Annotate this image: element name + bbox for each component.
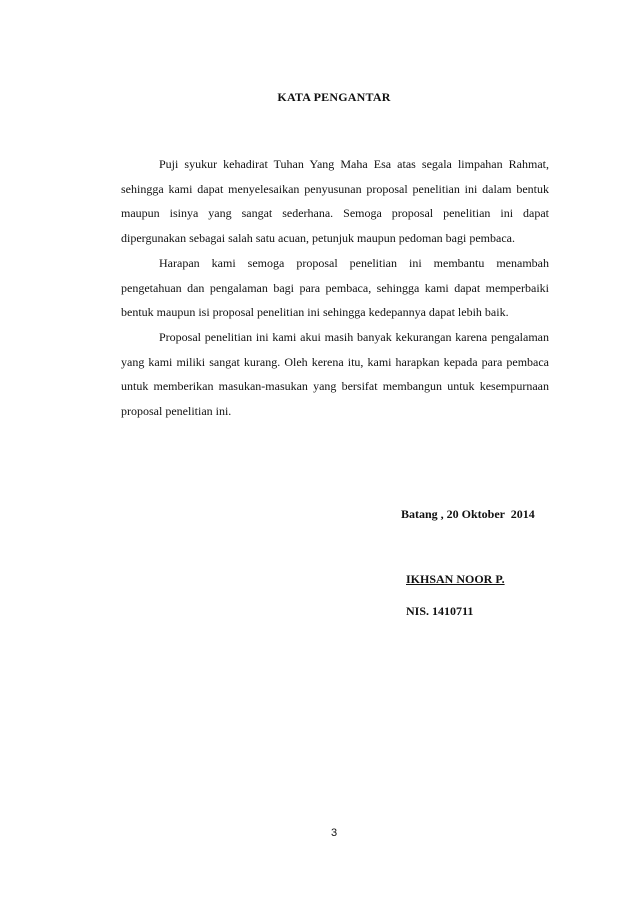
signature-place-date: Batang , 20 Oktober 2014 <box>401 507 535 521</box>
paragraph-1: Puji syukur kehadirat Tuhan Yang Maha Esa atas segala limpahan Rahmat, sehingga kami dapat menyelesaikan penyusunan proposal penelitian ini dalam bentuk maupun isinya yang sangat sederhana. Semoga proposal penelitian ini dapat dipergunakan sebagai salah satu acuan, petunjuk maupun pedoman bagi pembaca. <box>121 157 549 246</box>
page-title: KATA PENGANTAR <box>277 90 391 104</box>
signature-name: IKHSAN NOOR P. <box>406 572 505 586</box>
signature-nis: NIS. 1410711 <box>406 604 474 618</box>
paragraph-2: Harapan kami semoga proposal penelitian ini membantu menambah pengetahuan dan pengalaman bagi para pembaca, sehingga kami dapat memperbaiki bentuk maupun isi proposal penelitian ini sehingga kedepannya dapat lebih baik. <box>121 255 549 320</box>
page-number: 3 <box>330 827 338 839</box>
paragraph-3: Proposal penelitian ini kami akui masih banyak kekurangan karena pengalaman yang kami miliki sangat kurang. Oleh kerena itu, kami harapkan kepada para pembaca untuk memberikan masukan-masukan yang bersifat membangun untuk kesempurnaan proposal penelitian ini. <box>121 329 549 419</box>
body-text <box>121 152 549 424</box>
